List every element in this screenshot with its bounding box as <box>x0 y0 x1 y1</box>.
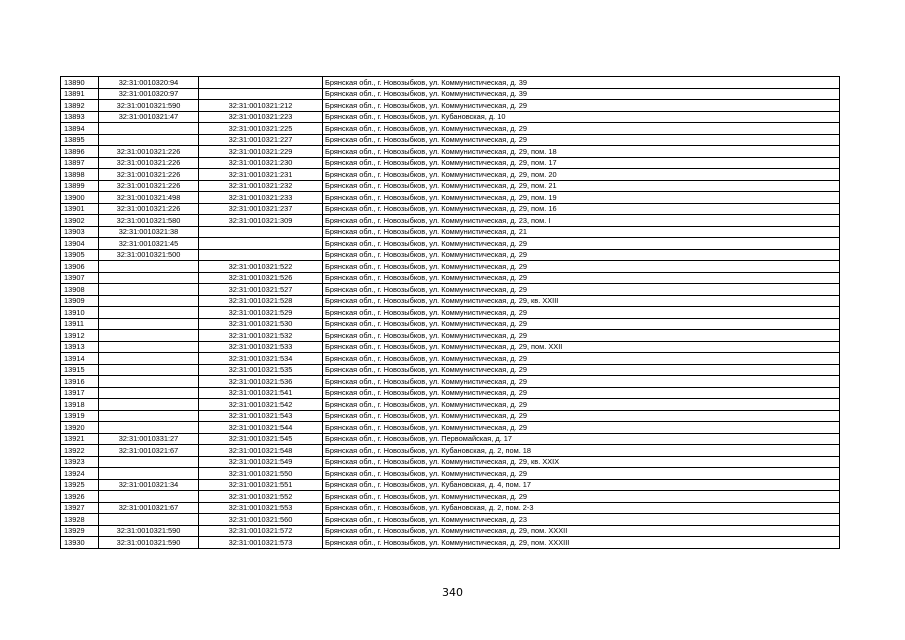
cadastral-number-cell: 32:31:0010321:233 <box>199 192 323 204</box>
table-row <box>61 491 840 503</box>
address-cell: Брянская обл., г. Новозыбков, ул. Кубановская, д. 2, пом. 18 <box>323 445 840 457</box>
row-number-cell: 13901 <box>61 203 99 215</box>
row-number-cell: 13896 <box>61 146 99 158</box>
row-number-cell: 13929 <box>61 525 99 537</box>
row-number-cell: 13915 <box>61 364 99 376</box>
row-number-cell: 13906 <box>61 261 99 273</box>
address-cell: Брянская обл., г. Новозыбков, ул. Коммунистическая, д. 21 <box>323 226 840 238</box>
table-row <box>61 479 840 491</box>
table-row <box>61 100 840 112</box>
row-number-cell: 13891 <box>61 88 99 100</box>
cadastral-number-cell: 32:31:0010321:560 <box>199 514 323 526</box>
table-row <box>61 203 840 215</box>
address-cell: Брянская обл., г. Новозыбков, ул. Коммунистическая, д. 29, кв. XXIX <box>323 456 840 468</box>
cadastral-number-cell: 32:31:0010321:541 <box>199 387 323 399</box>
previous-cadastral-number-cell <box>99 353 199 365</box>
page-number: 340 <box>442 586 463 599</box>
address-cell: Брянская обл., г. Новозыбков, ул. Коммунистическая, д. 29, пом. 16 <box>323 203 840 215</box>
row-number-cell: 13928 <box>61 514 99 526</box>
previous-cadastral-number-cell <box>99 307 199 319</box>
table-row <box>61 410 840 422</box>
address-cell: Брянская обл., г. Новозыбков, ул. Кубановская, д. 4, пом. 17 <box>323 479 840 491</box>
previous-cadastral-number-cell <box>99 284 199 296</box>
cadastral-number-cell: 32:31:0010321:534 <box>199 353 323 365</box>
address-cell: Брянская обл., г. Новозыбков, ул. Коммунистическая, д. 29 <box>323 330 840 342</box>
table-row <box>61 399 840 411</box>
address-cell: Брянская обл., г. Новозыбков, ул. Коммунистическая, д. 29 <box>323 284 840 296</box>
previous-cadastral-number-cell <box>99 387 199 399</box>
address-cell: Брянская обл., г. Новозыбков, ул. Коммунистическая, д. 29 <box>323 387 840 399</box>
row-number-cell: 13897 <box>61 157 99 169</box>
address-cell: Брянская обл., г. Новозыбков, ул. Коммунистическая, д. 29 <box>323 353 840 365</box>
row-number-cell: 13907 <box>61 272 99 284</box>
table-row <box>61 226 840 238</box>
table-row <box>61 422 840 434</box>
previous-cadastral-number-cell: 32:31:0010321:67 <box>99 502 199 514</box>
previous-cadastral-number-cell: 32:31:0010321:498 <box>99 192 199 204</box>
previous-cadastral-number-cell: 32:31:0010321:590 <box>99 537 199 549</box>
address-cell: Брянская обл., г. Новозыбков, ул. Коммунистическая, д. 29 <box>323 134 840 146</box>
table-row <box>61 307 840 319</box>
previous-cadastral-number-cell: 32:31:0010321:226 <box>99 169 199 181</box>
previous-cadastral-number-cell: 32:31:0010321:38 <box>99 226 199 238</box>
cadastral-number-cell: 32:31:0010321:529 <box>199 307 323 319</box>
table-row <box>61 456 840 468</box>
address-cell: Брянская обл., г. Новозыбков, ул. Кубановская, д. 2, пом. 2-3 <box>323 502 840 514</box>
address-cell: Брянская обл., г. Новозыбков, ул. Коммунистическая, д. 29, пом. 17 <box>323 157 840 169</box>
row-number-cell: 13899 <box>61 180 99 192</box>
row-number-cell: 13893 <box>61 111 99 123</box>
cadastral-number-cell: 32:31:0010321:544 <box>199 422 323 434</box>
address-cell: Брянская обл., г. Новозыбков, ул. Коммунистическая, д. 29 <box>323 307 840 319</box>
row-number-cell: 13919 <box>61 410 99 422</box>
cadastral-number-cell: 32:31:0010321:550 <box>199 468 323 480</box>
table-row <box>61 146 840 158</box>
cadastral-number-cell: 32:31:0010321:533 <box>199 341 323 353</box>
table-row <box>61 238 840 250</box>
previous-cadastral-number-cell: 32:31:0010321:580 <box>99 215 199 227</box>
row-number-cell: 13892 <box>61 100 99 112</box>
row-number-cell: 13925 <box>61 479 99 491</box>
row-number-cell: 13923 <box>61 456 99 468</box>
previous-cadastral-number-cell <box>99 514 199 526</box>
table-row <box>61 295 840 307</box>
table-row <box>61 111 840 123</box>
previous-cadastral-number-cell: 32:31:0010331:27 <box>99 433 199 445</box>
previous-cadastral-number-cell: 32:31:0010321:47 <box>99 111 199 123</box>
table-row <box>61 134 840 146</box>
address-cell: Брянская обл., г. Новозыбков, ул. Коммунистическая, д. 29 <box>323 491 840 503</box>
previous-cadastral-number-cell: 32:31:0010321:500 <box>99 249 199 261</box>
address-cell: Брянская обл., г. Новозыбков, ул. Коммунистическая, д. 23 <box>323 514 840 526</box>
table-row <box>61 272 840 284</box>
address-cell: Брянская обл., г. Новозыбков, ул. Коммунистическая, д. 29 <box>323 376 840 388</box>
cadastral-number-cell <box>199 238 323 250</box>
table-row <box>61 341 840 353</box>
cadastral-number-cell <box>199 226 323 238</box>
row-number-cell: 13911 <box>61 318 99 330</box>
cadastral-number-cell: 32:31:0010321:572 <box>199 525 323 537</box>
address-cell: Брянская обл., г. Новозыбков, ул. Коммунистическая, д. 29 <box>323 238 840 250</box>
row-number-cell: 13916 <box>61 376 99 388</box>
previous-cadastral-number-cell <box>99 491 199 503</box>
cadastral-number-cell: 32:31:0010321:522 <box>199 261 323 273</box>
cadastral-number-cell: 32:31:0010321:230 <box>199 157 323 169</box>
previous-cadastral-number-cell: 32:31:0010321:590 <box>99 100 199 112</box>
address-cell: Брянская обл., г. Новозыбков, ул. Коммунистическая, д. 29, кв. XXIII <box>323 295 840 307</box>
cadastral-number-cell <box>199 77 323 89</box>
table-row <box>61 192 840 204</box>
row-number-cell: 13895 <box>61 134 99 146</box>
previous-cadastral-number-cell: 32:31:0010321:226 <box>99 203 199 215</box>
previous-cadastral-number-cell <box>99 341 199 353</box>
cadastral-number-cell: 32:31:0010321:212 <box>199 100 323 112</box>
row-number-cell: 13920 <box>61 422 99 434</box>
table-row <box>61 330 840 342</box>
row-number-cell: 13903 <box>61 226 99 238</box>
cadastral-number-cell: 32:31:0010321:237 <box>199 203 323 215</box>
address-cell: Брянская обл., г. Новозыбков, ул. Коммунистическая, д. 29 <box>323 422 840 434</box>
table-row <box>61 157 840 169</box>
table-row <box>61 433 840 445</box>
previous-cadastral-number-cell <box>99 272 199 284</box>
cadastral-number-cell: 32:31:0010321:526 <box>199 272 323 284</box>
address-cell: Брянская обл., г. Новозыбков, ул. Коммунистическая, д. 29 <box>323 399 840 411</box>
table-row <box>61 180 840 192</box>
cadastral-registry-table <box>60 76 840 549</box>
cadastral-number-cell: 32:31:0010321:530 <box>199 318 323 330</box>
cadastral-number-cell: 32:31:0010321:223 <box>199 111 323 123</box>
address-cell: Брянская обл., г. Новозыбков, ул. Коммунистическая, д. 29, пом. XXXIII <box>323 537 840 549</box>
table-row <box>61 376 840 388</box>
cadastral-number-cell: 32:31:0010321:232 <box>199 180 323 192</box>
address-cell: Брянская обл., г. Новозыбков, ул. Коммунистическая, д. 29, пом. XXXII <box>323 525 840 537</box>
cadastral-number-cell <box>199 88 323 100</box>
row-number-cell: 13909 <box>61 295 99 307</box>
address-cell: Брянская обл., г. Новозыбков, ул. Коммунистическая, д. 39 <box>323 88 840 100</box>
address-cell: Брянская обл., г. Новозыбков, ул. Коммунистическая, д. 29 <box>323 468 840 480</box>
table-row <box>61 249 840 261</box>
cadastral-number-cell: 32:31:0010321:549 <box>199 456 323 468</box>
address-cell: Брянская обл., г. Новозыбков, ул. Коммунистическая, д. 29 <box>323 249 840 261</box>
cadastral-number-cell: 32:31:0010321:229 <box>199 146 323 158</box>
cadastral-number-cell: 32:31:0010321:528 <box>199 295 323 307</box>
previous-cadastral-number-cell <box>99 330 199 342</box>
address-cell: Брянская обл., г. Новозыбков, ул. Коммунистическая, д. 29, пом. 18 <box>323 146 840 158</box>
table-row <box>61 284 840 296</box>
previous-cadastral-number-cell <box>99 134 199 146</box>
table-row <box>61 353 840 365</box>
address-cell: Брянская обл., г. Новозыбков, ул. Кубановская, д. 10 <box>323 111 840 123</box>
table-row <box>61 387 840 399</box>
table-row <box>61 261 840 273</box>
row-number-cell: 13917 <box>61 387 99 399</box>
row-number-cell: 13924 <box>61 468 99 480</box>
table-row <box>61 88 840 100</box>
previous-cadastral-number-cell: 32:31:0010321:45 <box>99 238 199 250</box>
address-cell: Брянская обл., г. Новозыбков, ул. Коммунистическая, д. 29 <box>323 318 840 330</box>
address-cell: Брянская обл., г. Новозыбков, ул. Коммунистическая, д. 29 <box>323 123 840 135</box>
row-number-cell: 13898 <box>61 169 99 181</box>
previous-cadastral-number-cell: 32:31:0010321:226 <box>99 157 199 169</box>
row-number-cell: 13890 <box>61 77 99 89</box>
table-row <box>61 537 840 549</box>
row-number-cell: 13918 <box>61 399 99 411</box>
table-row <box>61 318 840 330</box>
row-number-cell: 13922 <box>61 445 99 457</box>
row-number-cell: 13914 <box>61 353 99 365</box>
table-row <box>61 525 840 537</box>
row-number-cell: 13904 <box>61 238 99 250</box>
table-row <box>61 445 840 457</box>
cadastral-number-cell: 32:31:0010321:227 <box>199 134 323 146</box>
address-cell: Брянская обл., г. Новозыбков, ул. Коммунистическая, д. 29, пом. 21 <box>323 180 840 192</box>
cadastral-number-cell: 32:31:0010321:553 <box>199 502 323 514</box>
previous-cadastral-number-cell: 32:31:0010321:67 <box>99 445 199 457</box>
cadastral-number-cell: 32:31:0010321:536 <box>199 376 323 388</box>
address-cell: Брянская обл., г. Новозыбков, ул. Коммунистическая, д. 29, пом. XXII <box>323 341 840 353</box>
cadastral-number-cell: 32:31:0010321:545 <box>199 433 323 445</box>
cadastral-number-cell: 32:31:0010321:551 <box>199 479 323 491</box>
cadastral-number-cell: 32:31:0010321:573 <box>199 537 323 549</box>
address-cell: Брянская обл., г. Новозыбков, ул. Коммунистическая, д. 29, пом. 19 <box>323 192 840 204</box>
previous-cadastral-number-cell <box>99 468 199 480</box>
address-cell: Брянская обл., г. Новозыбков, ул. Коммунистическая, д. 29 <box>323 100 840 112</box>
previous-cadastral-number-cell: 32:31:0010321:226 <box>99 180 199 192</box>
previous-cadastral-number-cell <box>99 295 199 307</box>
registry-table-body <box>61 77 840 549</box>
row-number-cell: 13905 <box>61 249 99 261</box>
previous-cadastral-number-cell: 32:31:0010321:590 <box>99 525 199 537</box>
row-number-cell: 13908 <box>61 284 99 296</box>
address-cell: Брянская обл., г. Новозыбков, ул. Коммунистическая, д. 29, пом. 20 <box>323 169 840 181</box>
row-number-cell: 13921 <box>61 433 99 445</box>
previous-cadastral-number-cell <box>99 123 199 135</box>
cadastral-number-cell: 32:31:0010321:543 <box>199 410 323 422</box>
cadastral-number-cell: 32:31:0010321:225 <box>199 123 323 135</box>
cadastral-number-cell: 32:31:0010321:542 <box>199 399 323 411</box>
previous-cadastral-number-cell <box>99 456 199 468</box>
row-number-cell: 13913 <box>61 341 99 353</box>
row-number-cell: 13927 <box>61 502 99 514</box>
cadastral-number-cell: 32:31:0010321:309 <box>199 215 323 227</box>
previous-cadastral-number-cell <box>99 422 199 434</box>
address-cell: Брянская обл., г. Новозыбков, ул. Коммунистическая, д. 29 <box>323 410 840 422</box>
table-row <box>61 77 840 89</box>
cadastral-number-cell: 32:31:0010321:548 <box>199 445 323 457</box>
address-cell: Брянская обл., г. Новозыбков, ул. Коммунистическая, д. 29 <box>323 364 840 376</box>
cadastral-number-cell: 32:31:0010321:532 <box>199 330 323 342</box>
row-number-cell: 13894 <box>61 123 99 135</box>
table-row <box>61 169 840 181</box>
previous-cadastral-number-cell <box>99 376 199 388</box>
previous-cadastral-number-cell <box>99 364 199 376</box>
table-row <box>61 364 840 376</box>
row-number-cell: 13912 <box>61 330 99 342</box>
previous-cadastral-number-cell <box>99 399 199 411</box>
row-number-cell: 13910 <box>61 307 99 319</box>
row-number-cell: 13926 <box>61 491 99 503</box>
cadastral-number-cell: 32:31:0010321:231 <box>199 169 323 181</box>
table-row <box>61 468 840 480</box>
cadastral-number-cell <box>199 249 323 261</box>
cadastral-number-cell: 32:31:0010321:552 <box>199 491 323 503</box>
previous-cadastral-number-cell: 32:31:0010321:34 <box>99 479 199 491</box>
cadastral-number-cell: 32:31:0010321:527 <box>199 284 323 296</box>
row-number-cell: 13902 <box>61 215 99 227</box>
previous-cadastral-number-cell <box>99 261 199 273</box>
previous-cadastral-number-cell <box>99 410 199 422</box>
previous-cadastral-number-cell: 32:31:0010320:97 <box>99 88 199 100</box>
address-cell: Брянская обл., г. Новозыбков, ул. Коммунистическая, д. 29 <box>323 272 840 284</box>
row-number-cell: 13900 <box>61 192 99 204</box>
table-row <box>61 514 840 526</box>
previous-cadastral-number-cell: 32:31:0010320:94 <box>99 77 199 89</box>
row-number-cell: 13930 <box>61 537 99 549</box>
table-row <box>61 123 840 135</box>
address-cell: Брянская обл., г. Новозыбков, ул. Коммунистическая, д. 29 <box>323 261 840 273</box>
address-cell: Брянская обл., г. Новозыбков, ул. Первомайская, д. 17 <box>323 433 840 445</box>
cadastral-number-cell: 32:31:0010321:535 <box>199 364 323 376</box>
previous-cadastral-number-cell <box>99 318 199 330</box>
address-cell: Брянская обл., г. Новозыбков, ул. Коммунистическая, д. 39 <box>323 77 840 89</box>
table-row <box>61 502 840 514</box>
previous-cadastral-number-cell: 32:31:0010321:226 <box>99 146 199 158</box>
address-cell: Брянская обл., г. Новозыбков, ул. Коммунистическая, д. 23, пом. I <box>323 215 840 227</box>
table-row <box>61 215 840 227</box>
